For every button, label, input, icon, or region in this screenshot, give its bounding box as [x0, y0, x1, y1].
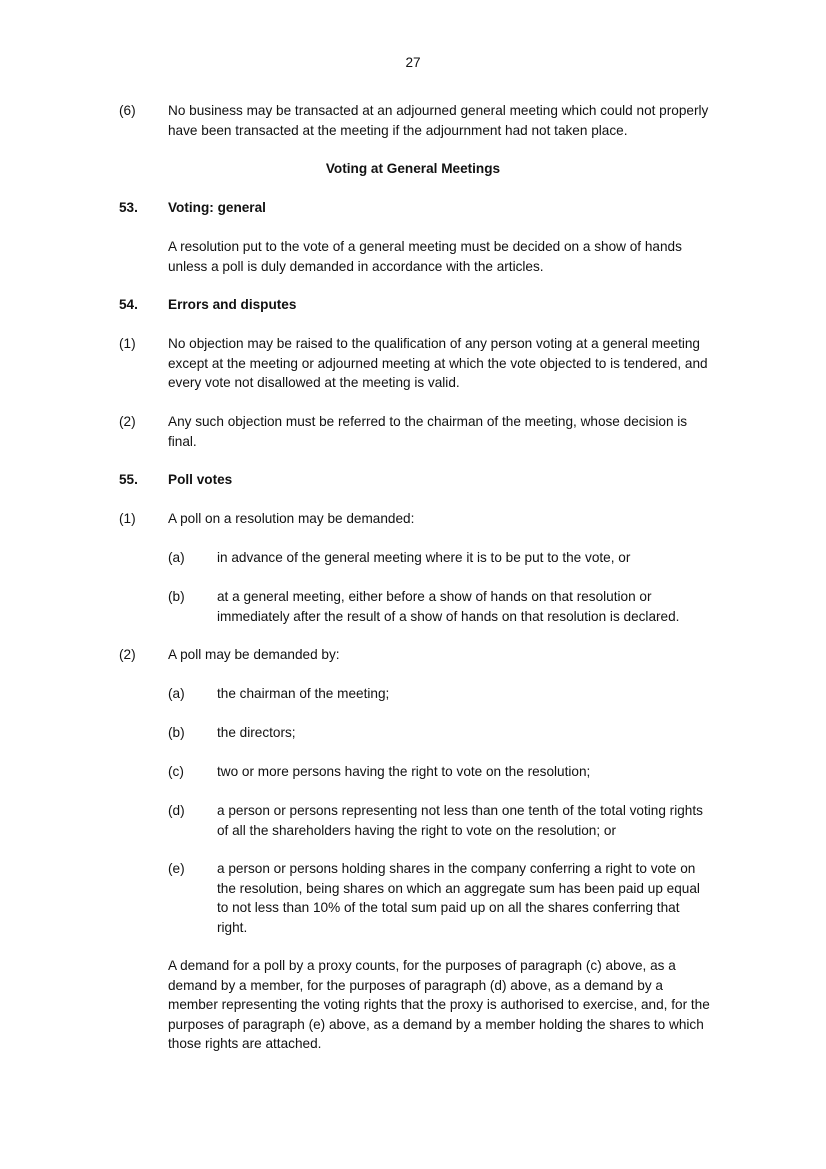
paragraph-number: (1) — [119, 336, 136, 351]
paragraph-number: (2) — [119, 414, 136, 429]
article-heading: Voting: general — [168, 200, 266, 215]
paragraph-text: A poll may be demanded by: — [168, 647, 340, 662]
section-title: Voting at General Meetings — [325, 161, 501, 176]
page-number: 27 — [405, 55, 421, 70]
article-number: 54. — [119, 297, 138, 312]
paragraph-text: A resolution put to the vote of a general meeting must be decided on a show of hands unless a poll is duly demanded in accordance with the articles. — [168, 239, 682, 274]
subparagraph-letter: (a) — [168, 686, 185, 701]
article-heading: Errors and disputes — [168, 297, 297, 312]
subparagraph-letter: (d) — [168, 803, 185, 818]
paragraph-number: (2) — [119, 647, 136, 662]
paragraph-text: No objection may be raised to the qualification of any person voting at a general meeting except at the meeting or adjourned meeting at which the vote objected to is tendered, and every vote not disallowed at the meeting is valid. — [168, 336, 708, 391]
subparagraph-text: at a general meeting, either before a show of hands on that resolution or immediately after the result of a show of hands on that resolution is declared. — [217, 589, 680, 624]
article-number: 55. — [119, 472, 138, 487]
subparagraph-text: the chairman of the meeting; — [217, 686, 390, 701]
subparagraph-letter: (b) — [168, 589, 185, 604]
subparagraph-letter: (c) — [168, 764, 184, 779]
subparagraph-text: the directors; — [217, 725, 296, 740]
article-number: 53. — [119, 200, 138, 215]
paragraph-text: No business may be transacted at an adjourned general meeting which could not properly have been transacted at the meeting if the adjournment had not taken place. — [168, 103, 709, 138]
closing-paragraph-text: A demand for a poll by a proxy counts, for the purposes of paragraph (c) above, as a demand by a member, for the purposes of paragraph (d) above, as a demand by a member representing the voting rights that the proxy is authorised to exercise, and, for the purposes of paragraph (e) above, as a demand by a member holding the shares to which those rights are attached. — [168, 958, 710, 1052]
paragraph-text: A poll on a resolution may be demanded: — [168, 511, 415, 526]
subparagraph-text: two or more persons having the right to vote on the resolution; — [217, 764, 591, 779]
subparagraph-text: a person or persons holding shares in the company conferring a right to vote on the resolution, being shares on which an aggregate sum has been paid up equal to not less than 10% of the total sum paid up on all the shares conferring that right. — [217, 861, 700, 935]
article-heading: Poll votes — [168, 472, 233, 487]
paragraph-number: (6) — [119, 103, 136, 118]
paragraph-text: Any such objection must be referred to the chairman of the meeting, whose decision is final. — [168, 414, 688, 449]
subparagraph-text: in advance of the general meeting where it is to be put to the vote, or — [217, 550, 631, 565]
subparagraph-letter: (e) — [168, 861, 185, 876]
subparagraph-text: a person or persons representing not less than one tenth of the total voting rights of all the shareholders having the right to vote on the resolution; or — [217, 803, 703, 838]
subparagraph-letter: (b) — [168, 725, 185, 740]
subparagraph-letter: (a) — [168, 550, 185, 565]
paragraph-number: (1) — [119, 511, 136, 526]
